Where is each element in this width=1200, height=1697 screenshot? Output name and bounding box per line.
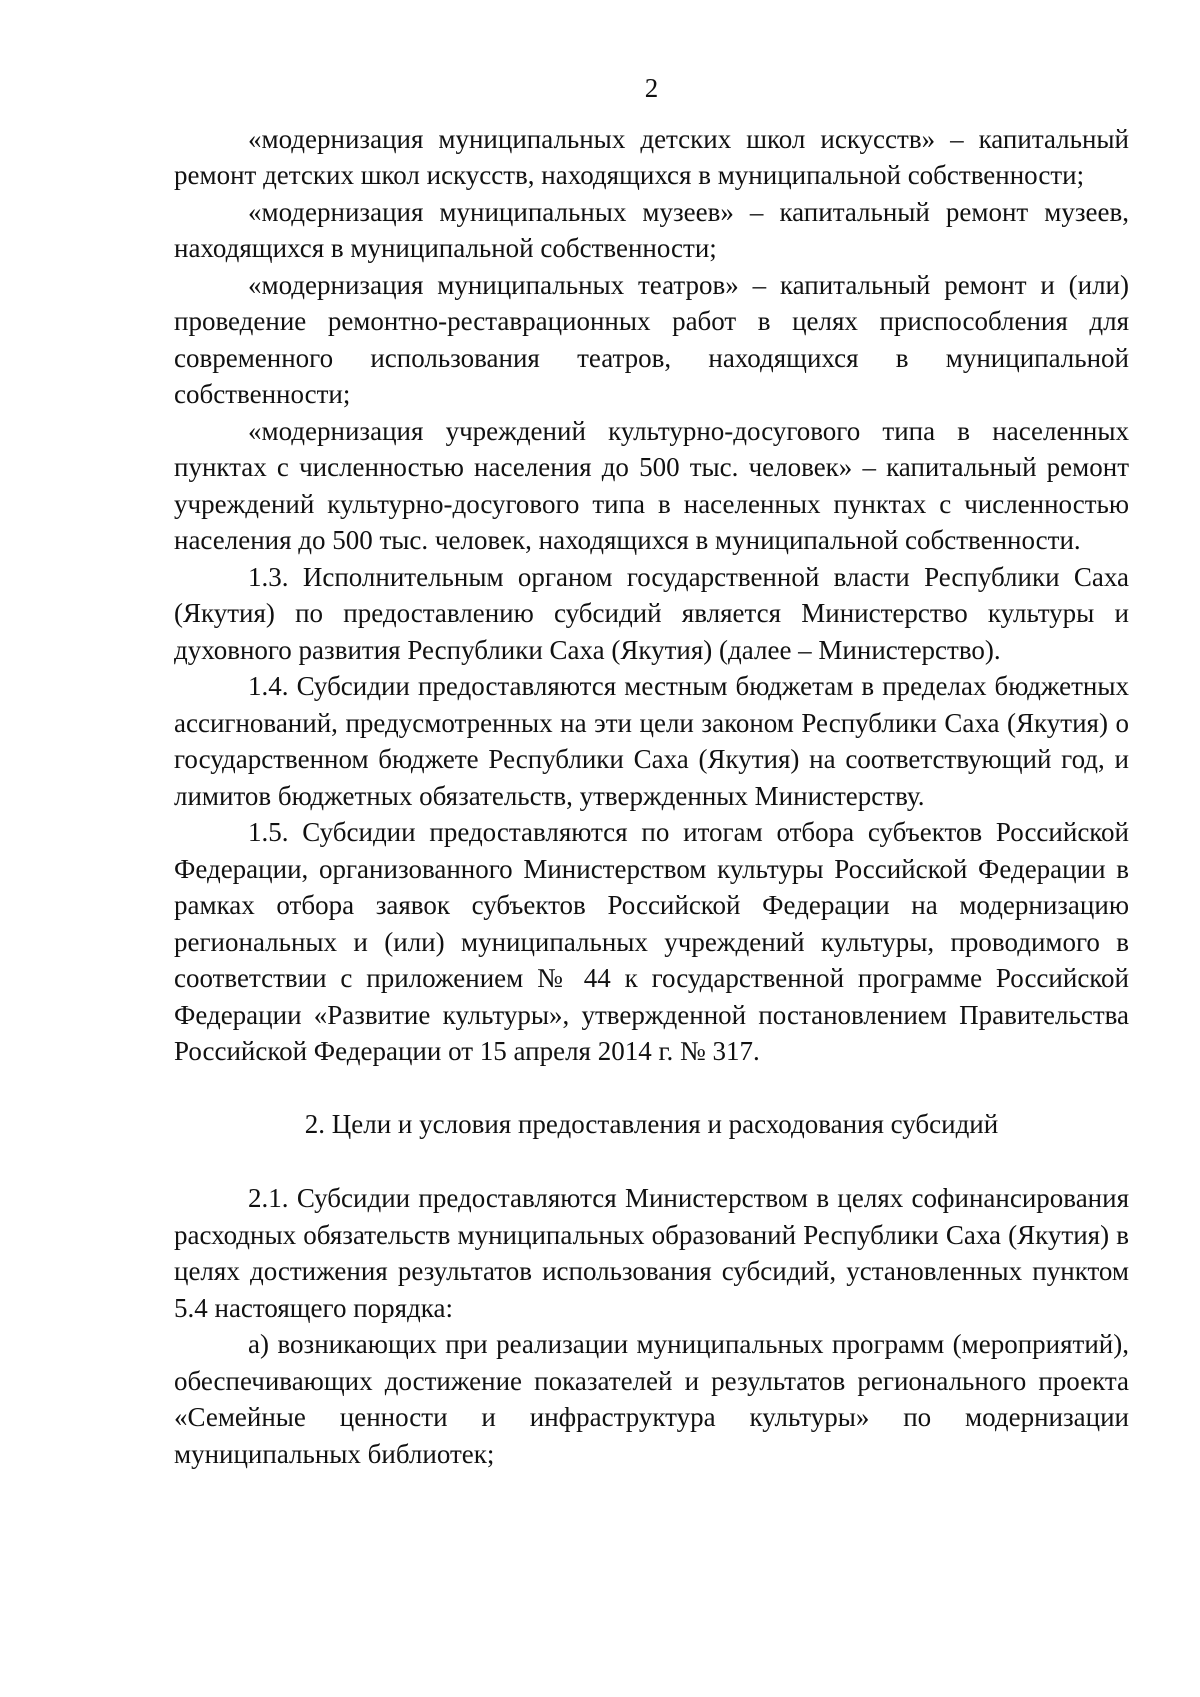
paragraph-culture-centers: «модернизация учреждений культурно-досугового типа в населенных пунктах с численностью населения до 500 тыс. человек» – капитальный ремонт учреждений культурно-досугового типа в населенных пунктах с численностью населения до 500 тыс. человек, находящихся в муниципальной собственности. — [174, 415, 1129, 555]
paragraph-museums: «модернизация муниципальных музеев» – капитальный ремонт музеев, находящихся в муниципальной собственности; — [174, 196, 1129, 263]
paragraph-2-1-a: а) возникающих при реализации муниципальных программ (мероприятий), обеспечивающих достижение показателей и результатов регионального проекта «Семейные ценности и инфраструктура культуры» по модернизации муниципальных библиотек; — [174, 1329, 1129, 1469]
paragraph-1-3: 1.3. Исполнительным органом государственной власти Республики Саха (Якутия) по предоставлению субсидий является Министерство культуры и духовного развития Республики Саха (Якутия) (далее – Министерство). — [174, 561, 1129, 665]
document-page — [174, 70, 1129, 1472]
section-title: 2. Цели и условия предоставления и расходования субсидий — [304, 1108, 999, 1139]
paragraph-theatres: «модернизация муниципальных театров» – капитальный ремонт и (или) проведение ремонтно-реставрационных работ в целях приспособления для современного использования театров, находящихся в муниципальной собственности; — [174, 269, 1129, 409]
paragraph-schools: «модернизация муниципальных детских школ искусств» – капитальный ремонт детских школ искусств, находящихся в муниципальной собственности; — [174, 123, 1129, 190]
paragraph-1-5: 1.5. Субсидии предоставляются по итогам отбора субъектов Российской Федерации, организованного Министерством культуры Российской Федерации в рамках отбора заявок субъектов Российской Федерации на модернизацию региональных и (или) муниципальных учреждений культуры, проводимого в соответствии с приложением № 44 к государственной программе Российской Федерации «Развитие культуры», утвержденной постановлением Правительства Российской Федерации от 15 апреля 2014 г. № 317. — [174, 817, 1129, 1066]
paragraph-2-1: 2.1. Субсидии предоставляются Министерством в целях софинансирования расходных обязательств муниципальных образований Республики Саха (Якутия) в целях достижения результатов использования субсидий, установленных пунктом 5.4 настоящего порядка: — [174, 1183, 1129, 1323]
page-number: 2 — [644, 73, 659, 103]
paragraph-1-4: 1.4. Субсидии предоставляются местным бюджетам в пределах бюджетных ассигнований, предусмотренных на эти цели законом Республики Саха (Якутия) о государственном бюджете Республики Саха (Якутия) на соответствующий год, и лимитов бюджетных обязательств, утвержденных Министерству. — [174, 671, 1129, 811]
